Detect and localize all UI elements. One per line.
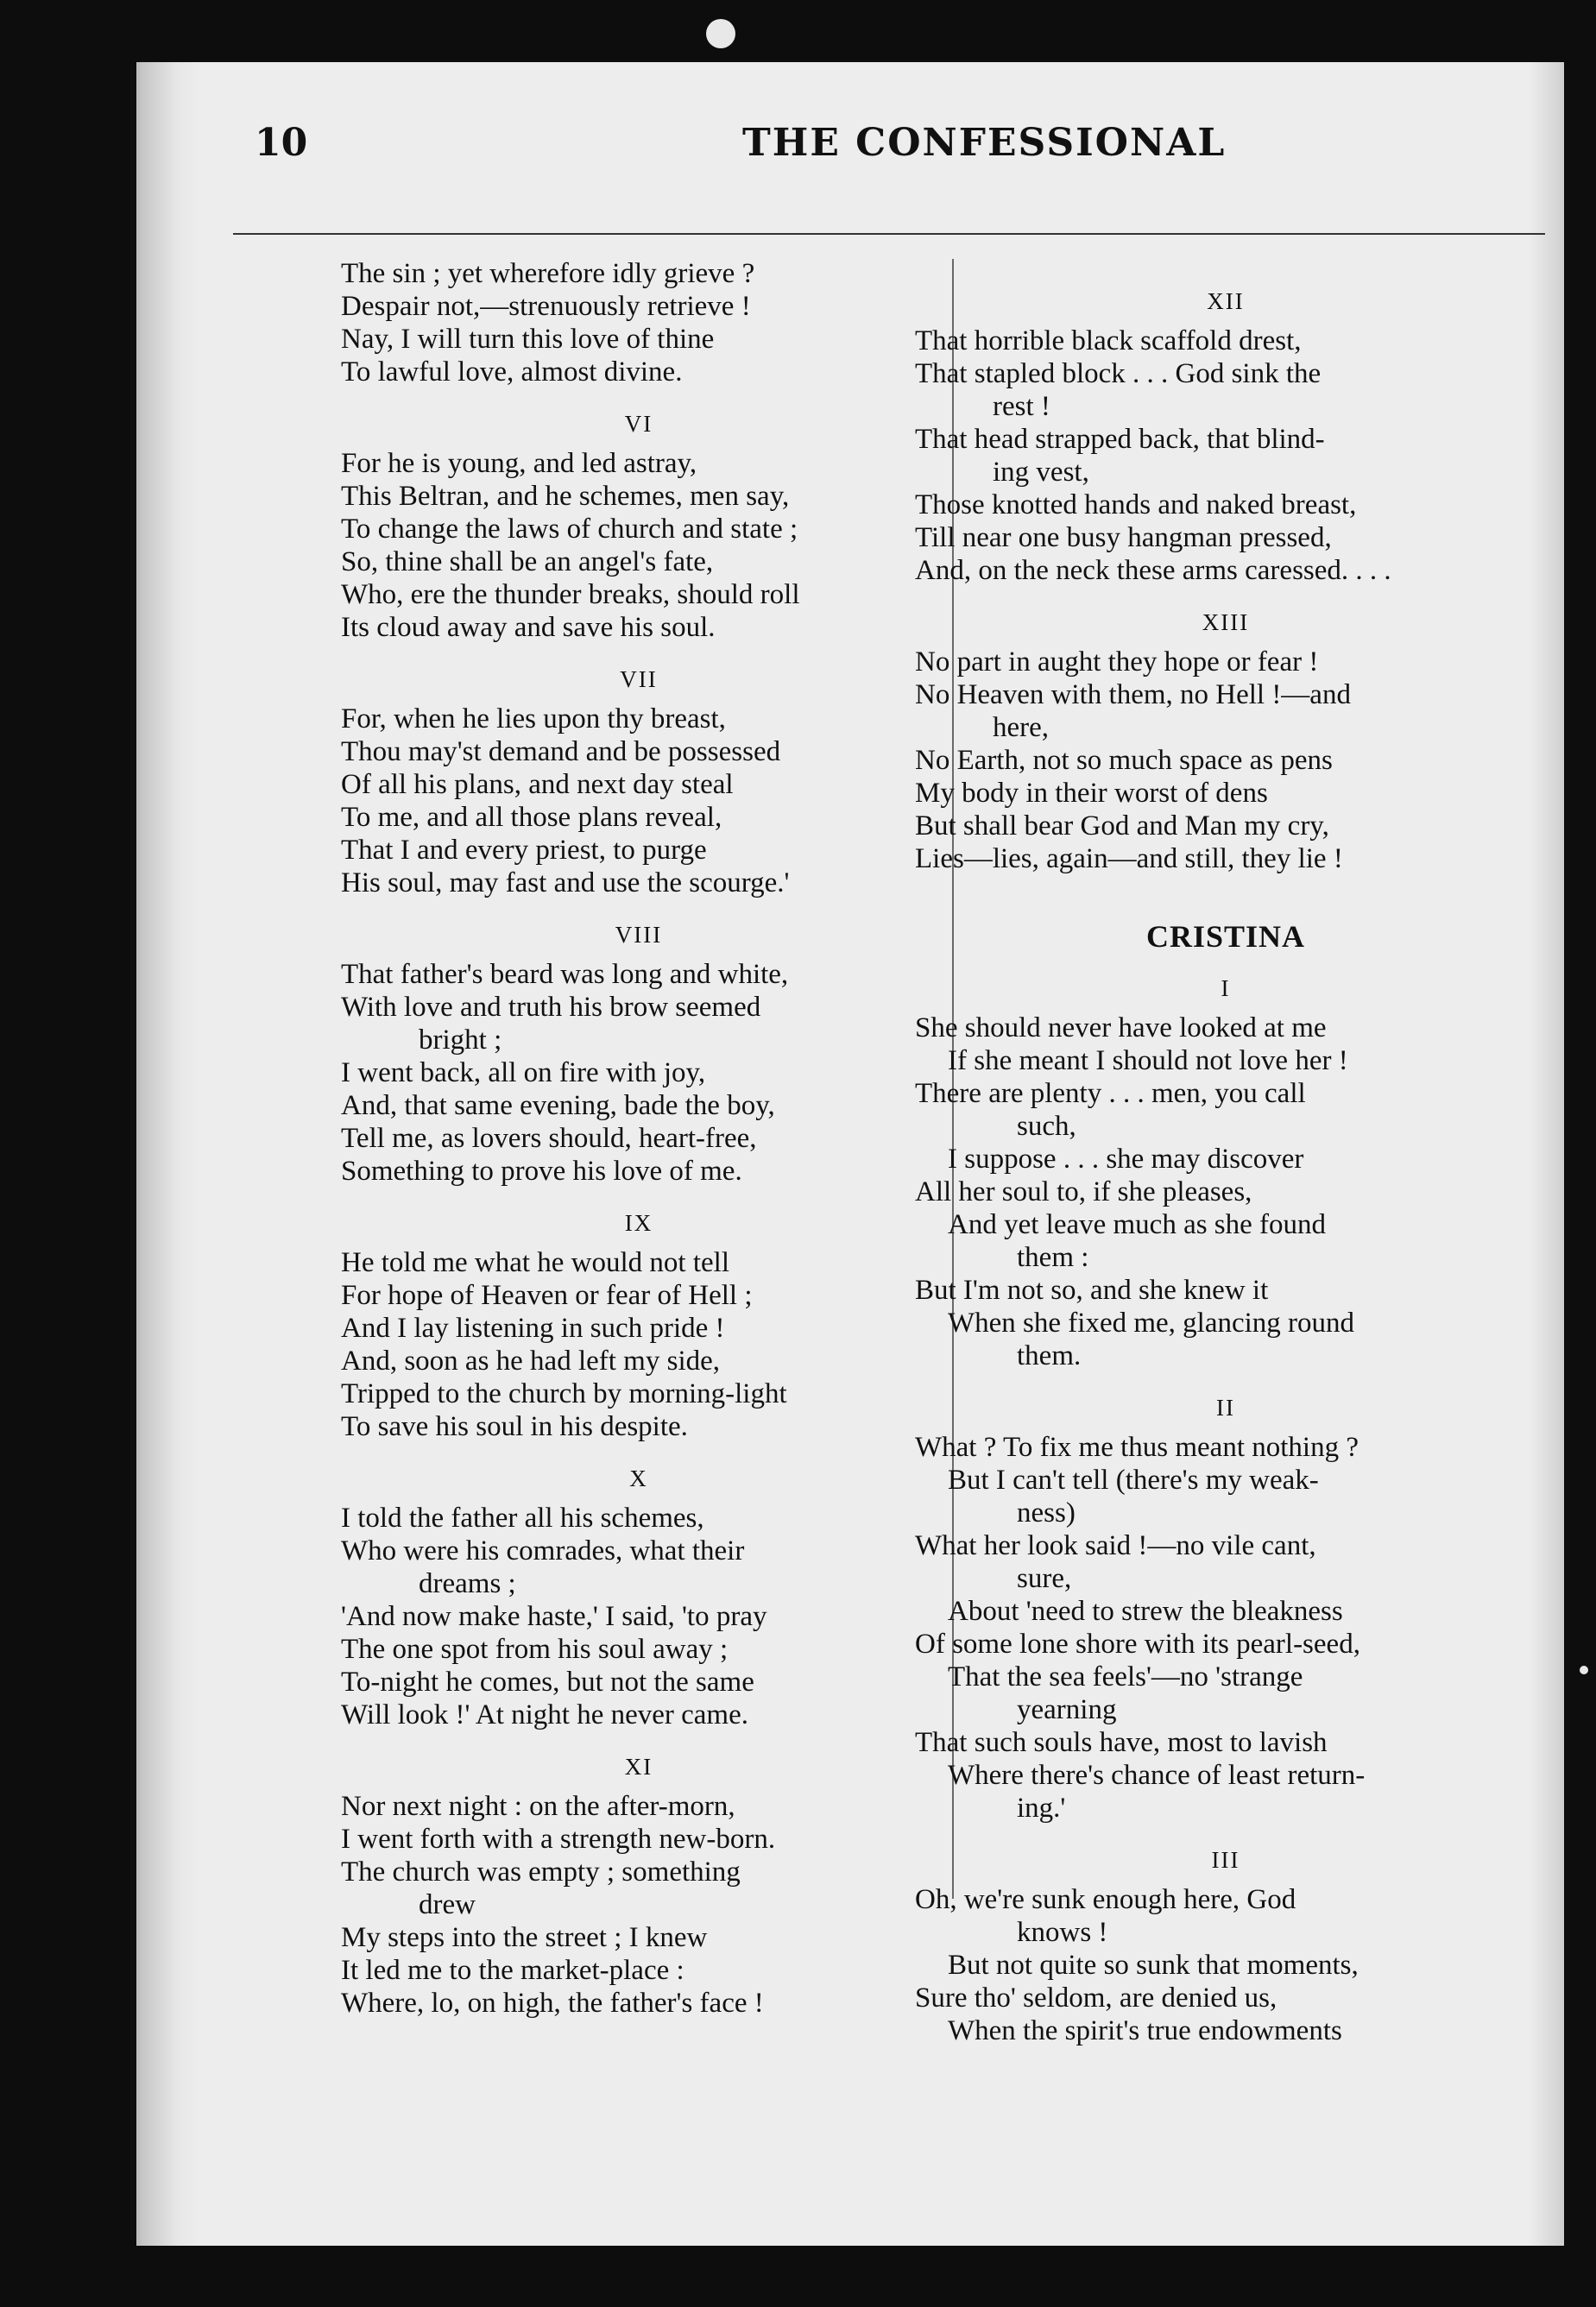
verse-line: That father's beard was long and white, [341, 959, 789, 990]
verse-line: Oh, we're sunk enough here, God [915, 1884, 1296, 1915]
verse-line: such, [1017, 1111, 1076, 1142]
stanza-number: I [1221, 975, 1231, 1001]
verse-line: With love and truth his brow seemed [341, 992, 761, 1023]
verse-line: Sure tho' seldom, are denied us, [915, 1982, 1277, 2014]
verse-line: That head strapped back, that blind- [915, 424, 1325, 455]
verse-line: The sin ; yet wherefore idly grieve ? [341, 258, 755, 289]
header-rule [233, 233, 1545, 235]
stanza-number: IX [624, 1210, 653, 1236]
verse-line: them : [1017, 1242, 1089, 1273]
verse-line: ness) [1017, 1497, 1076, 1529]
right-column [915, 285, 1536, 2047]
verse-line: And, that same evening, bade the boy, [341, 1090, 775, 1121]
verse-line: No Heaven with them, no Hell !—and [915, 679, 1351, 710]
verse-line: And, soon as he had left my side, [341, 1346, 721, 1377]
verse-line: Nor next night : on the after-morn, [341, 1791, 735, 1822]
verse-line: No Earth, not so much space as pens [915, 745, 1333, 776]
running-title: THE CONFESSIONAL [742, 121, 1227, 165]
verse-line: For hope of Heaven or fear of Hell ; [341, 1280, 753, 1311]
verse-line: dreams ; [419, 1568, 516, 1599]
verse-line: But not quite so sunk that moments, [948, 1950, 1359, 1981]
verse-line: But I can't tell (there's my weak- [948, 1465, 1319, 1496]
left-column [341, 257, 937, 2020]
verse-line: That such souls have, most to lavish [915, 1727, 1328, 1758]
verse-line: There are plenty . . . men, you call [915, 1078, 1306, 1109]
verse-line: Tell me, as lovers should, heart-free, [341, 1123, 757, 1154]
verse-line: drew [419, 1889, 476, 1920]
verse-line: And, on the neck these arms caressed. . . . [915, 555, 1391, 586]
verse-line: His soul, may fast and use the scourge.' [341, 867, 790, 898]
verse-line: No part in aught they hope or fear ! [915, 646, 1319, 678]
verse-line: To save his soul in his despite. [341, 1411, 688, 1442]
stanza-number: XI [624, 1754, 653, 1780]
scan-speck [1580, 1666, 1588, 1674]
verse-line: Thou may'st demand and be possessed [341, 736, 781, 767]
verse-line: When she fixed me, glancing round [948, 1308, 1355, 1339]
verse-line: So, thine shall be an angel's fate, [341, 546, 714, 577]
stanza-number: II [1216, 1395, 1235, 1421]
verse-line: Till near one busy hangman pressed, [915, 522, 1332, 553]
verse-line: But I'm not so, and she knew it [915, 1275, 1269, 1306]
verse-line: Despair not,—strenuously retrieve ! [341, 291, 751, 322]
stanza-number: X [629, 1466, 648, 1491]
verse-line: To me, and all those plans reveal, [341, 802, 722, 833]
verse-line: What her look said !—no vile cant, [915, 1530, 1316, 1561]
verse-line: But shall bear God and Man my cry, [915, 810, 1329, 841]
verse-line: Who, ere the thunder breaks, should roll [341, 579, 800, 610]
verse-line: Lies—lies, again—and still, they lie ! [915, 843, 1343, 874]
verse-line: That horrible black scaffold drest, [915, 325, 1302, 356]
verse-line: All her soul to, if she pleases, [915, 1176, 1252, 1207]
verse-line: ing vest, [993, 457, 1089, 488]
verse-line: I went forth with a strength new-born. [341, 1824, 776, 1855]
verse-line: yearning [1017, 1694, 1117, 1725]
verse-line: If she meant I should not love her ! [948, 1045, 1348, 1076]
verse-line: She should never have looked at me [915, 1012, 1327, 1043]
verse-line: What ? To fix me thus meant nothing ? [915, 1432, 1359, 1463]
verse-line: I suppose . . . she may discover [948, 1144, 1304, 1175]
stanza-number: VII [620, 666, 658, 692]
page-number: 10 [255, 121, 308, 165]
verse-line: That stapled block . . . God sink the [915, 358, 1322, 389]
stanza-number: XII [1207, 288, 1245, 314]
verse-line: For he is young, and led astray, [341, 448, 697, 479]
verse-line: here, [993, 712, 1050, 743]
verse-line: Who were his comrades, what their [341, 1535, 745, 1566]
verse-line: rest ! [993, 391, 1050, 422]
verse-line: 'And now make haste,' I said, 'to pray [341, 1601, 767, 1632]
verse-line: This Beltran, and he schemes, men say, [341, 481, 790, 512]
verse-line: Will look !' At night he never came. [341, 1699, 748, 1730]
verse-line: About 'need to strew the bleakness [948, 1596, 1343, 1627]
verse-line: And I lay listening in such pride ! [341, 1313, 725, 1344]
verse-line: Nay, I will turn this love of thine [341, 324, 715, 355]
poem-title: CRISTINA [1145, 919, 1306, 954]
verse-line: Where there's chance of least return- [948, 1760, 1366, 1791]
verse-line: That I and every priest, to purge [341, 835, 707, 866]
verse-line: I went back, all on fire with joy, [341, 1057, 706, 1088]
verse-line: When the spirit's true endowments [948, 2015, 1342, 2046]
verse-line: The one spot from his soul away ; [341, 1634, 729, 1665]
verse-line: them. [1017, 1340, 1082, 1371]
verse-line: Where, lo, on high, the father's face ! [341, 1988, 764, 2019]
verse-line: My body in their worst of dens [915, 778, 1268, 809]
verse-line: Of all his plans, and next day steal [341, 769, 734, 800]
verse-line: He told me what he would not tell [341, 1247, 729, 1278]
verse-line: To change the laws of church and state ; [341, 514, 798, 545]
verse-line: And yet leave much as she found [948, 1209, 1327, 1240]
verse-line: I told the father all his schemes, [341, 1503, 704, 1534]
verse-line: For, when he lies upon thy breast, [341, 703, 726, 734]
verse-line: The church was empty ; something [341, 1856, 741, 1888]
verse-line: sure, [1017, 1563, 1072, 1594]
verse-line: Of some lone shore with its pearl-seed, [915, 1629, 1360, 1660]
verse-line: Tripped to the church by morning-light [341, 1378, 787, 1409]
verse-line: Its cloud away and save his soul. [341, 612, 716, 643]
verse-line: ing.' [1017, 1793, 1066, 1824]
verse-line: knows ! [1017, 1917, 1108, 1948]
verse-line: bright ; [419, 1024, 502, 1056]
verse-line: To lawful love, almost divine. [341, 356, 683, 388]
verse-line: To-night he comes, but not the same [341, 1667, 754, 1698]
verse-line: Those knotted hands and naked breast, [915, 489, 1357, 520]
stanza-number: XIII [1202, 609, 1250, 635]
stanza-number: VI [624, 411, 653, 437]
verse-line: That the sea feels'—no 'strange [948, 1661, 1303, 1692]
verse-line: It led me to the market-place : [341, 1955, 684, 1986]
scan-speck [706, 19, 735, 48]
verse-line: My steps into the street ; I knew [341, 1922, 708, 1953]
stanza-number: III [1211, 1847, 1240, 1873]
verse-line: Something to prove his love of me. [341, 1156, 742, 1187]
stanza-number: VIII [615, 922, 663, 948]
